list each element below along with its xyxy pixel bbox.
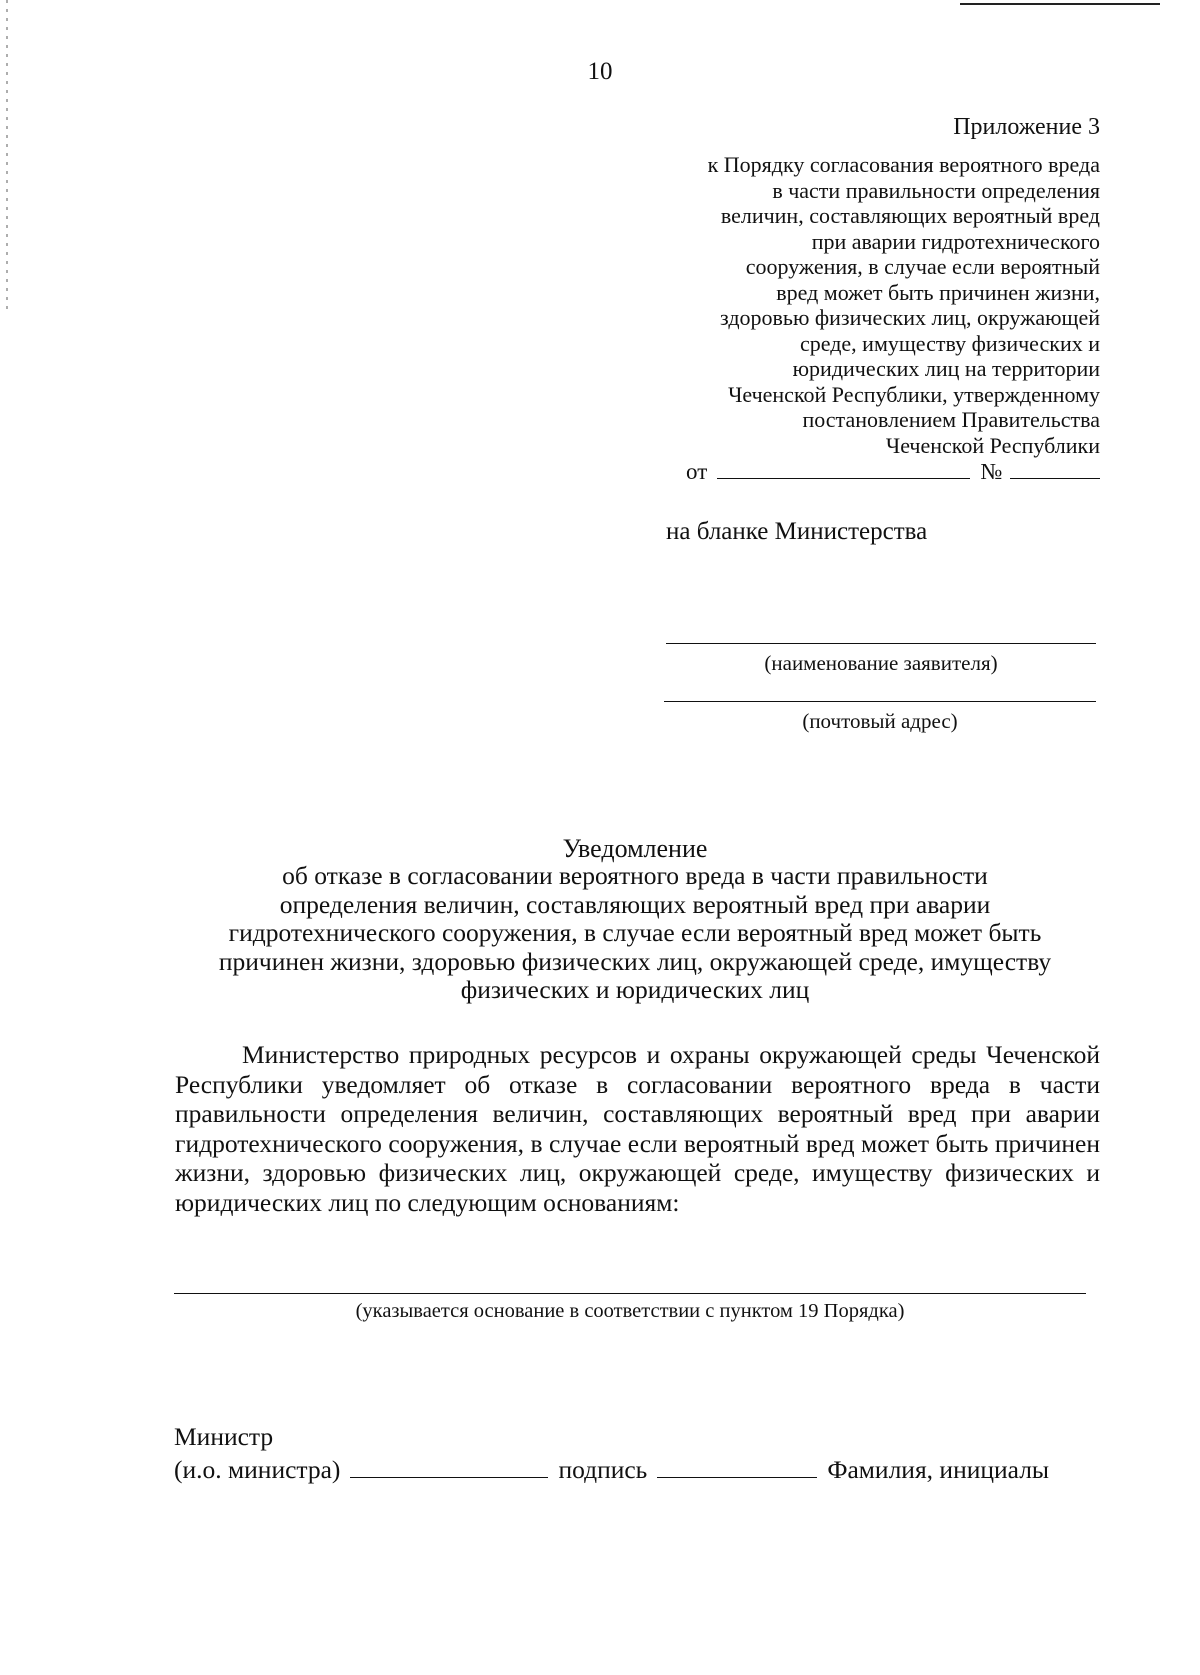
- applicant-name-field[interactable]: [666, 643, 1096, 644]
- appendix-line: величин, составляющих вероятный вред: [720, 203, 1100, 228]
- notice-title: Уведомление: [562, 834, 708, 863]
- signature-label: подпись: [558, 1455, 648, 1484]
- appendix-line: Чеченской Республики: [885, 432, 1100, 458]
- subtitle-line: гидротехнического сооружения, в случае если вероятный вред может быть: [228, 918, 1042, 947]
- scan-edge-marks: [6, 0, 8, 310]
- appendix-line: среде, имуществу физических и: [799, 330, 1100, 356]
- applicant-name-caption: (наименование заявителя): [764, 651, 998, 675]
- date-number-line: [686, 458, 1100, 485]
- signatory-title: Министр: [174, 1422, 274, 1451]
- number-field[interactable]: [1010, 458, 1100, 479]
- number-sign: №: [980, 459, 1003, 484]
- appendix-line: вред может быть причинен жизни,: [776, 279, 1100, 305]
- signature-line: [174, 1455, 1094, 1485]
- appendix-line: юридических лиц на территории: [792, 356, 1100, 381]
- refusal-basis-field[interactable]: [174, 1293, 1086, 1294]
- appendix-line: Чеченской Республики, утвержденному: [728, 381, 1100, 407]
- date-field[interactable]: [717, 458, 970, 479]
- subtitle-line: определения величин, составляющих вероятный вред при аварии: [279, 889, 991, 919]
- top-edge-rule: [960, 3, 1160, 5]
- date-prefix: от: [686, 459, 708, 484]
- name-label: Фамилия, инициалы: [827, 1455, 1050, 1484]
- appendix-reference: [640, 152, 1100, 458]
- signatory-role: (и.о. министра): [174, 1455, 341, 1484]
- appendix-line: сооружения, в случае если вероятный: [745, 254, 1100, 279]
- page-number: 10: [587, 58, 613, 85]
- subtitle-line: причинен жизни, здоровью физических лиц, окружающей среде, имуществу: [218, 946, 1052, 976]
- subtitle-line: физических и юридических лиц: [460, 975, 810, 1004]
- appendix-line: при аварии гидротехнического: [811, 228, 1100, 254]
- refusal-basis-caption: (указывается основание в соответствии с пунктом 19 Порядка): [355, 1300, 905, 1322]
- appendix-line: здоровью физических лиц, окружающей: [720, 305, 1100, 330]
- letterhead-note: на бланке Министерства: [666, 518, 928, 545]
- signature-blank-2[interactable]: [657, 1455, 817, 1478]
- subtitle-line: об отказе в согласовании вероятного вреда в части правильности: [282, 861, 988, 890]
- appendix-line: в части правильности определения: [772, 177, 1100, 203]
- signature-blank-1[interactable]: [350, 1455, 548, 1478]
- appendix-line: к Порядку согласования вероятного вреда: [707, 152, 1100, 177]
- notice-body: Министерство природных ресурсов и охраны окружающей среды Чеченской Республики уведомляет об отказе в согласовании вероятного вреда в части правильности определения величин, составляющих вероятный вред при аварии гидротехнического сооружения, в случае если вероятный вред может быть причинен жизни, здоровью физических лиц, окружающей среде, имуществу физических и юридических лиц по следующим основаниям:: [175, 1040, 1100, 1217]
- postal-address-caption: (почтовый адрес): [802, 709, 958, 733]
- postal-address-field[interactable]: [664, 701, 1096, 702]
- notice-subtitle: [165, 862, 1105, 1005]
- appendix-line: постановлением Правительства: [802, 407, 1100, 432]
- appendix-title: Приложение 3: [953, 114, 1100, 140]
